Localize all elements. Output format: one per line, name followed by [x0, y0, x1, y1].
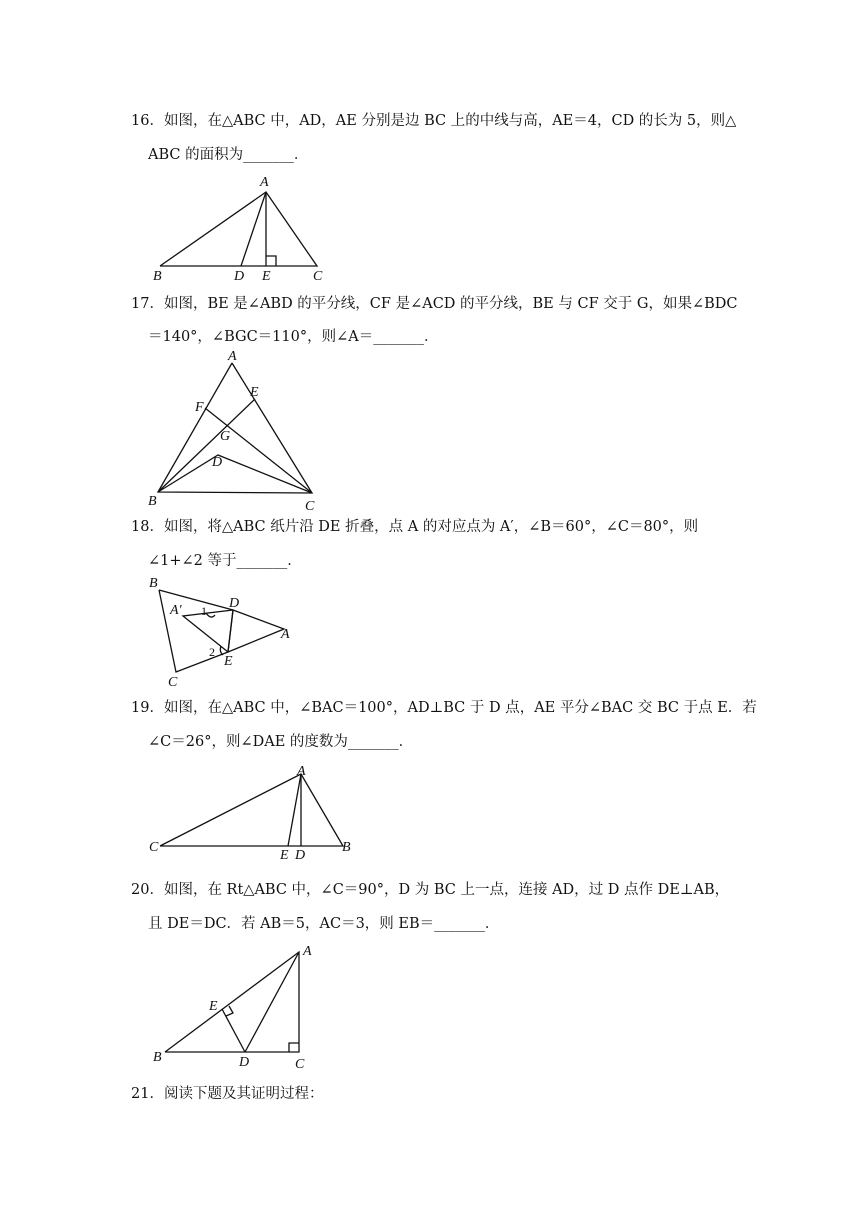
q18-original-flap	[228, 610, 284, 652]
q17-label-f: F	[195, 400, 204, 415]
q16-triangle	[160, 192, 317, 266]
q20-figure	[145, 937, 325, 1072]
q20-triangle	[165, 952, 299, 1052]
q17-label-g: G	[220, 429, 231, 444]
q17-label-b: B	[148, 494, 157, 509]
q18-folded-flap	[183, 610, 233, 652]
q19-label-d: D	[295, 848, 306, 863]
q20-label-b: B	[153, 1050, 162, 1065]
q16-label-b: B	[153, 269, 162, 284]
q19-triangle	[160, 774, 343, 846]
q17-label-c: C	[305, 499, 315, 514]
q20-right-angle-mark-e	[226, 1006, 233, 1016]
q20-right-angle-mark-c	[289, 1043, 299, 1052]
q18-label-d: D	[229, 596, 240, 611]
q21-text-line-1: 21．阅读下题及其证明过程：	[131, 1086, 324, 1102]
q19-figure	[143, 758, 363, 866]
q19-text-line-2: ∠C＝26°，则∠DAE 的度数为_______．	[148, 734, 414, 750]
q20-label-a: A	[303, 944, 312, 959]
q18-label-e: E	[224, 654, 233, 669]
q16-label-c: C	[313, 269, 323, 284]
q18-label-1: 1	[201, 604, 207, 618]
q18-text-line-1: 18．如图，将△ABC 纸片沿 DE 折叠，点 A 的对应点为 A′，∠B＝60°，∠C＝80°，则	[131, 519, 699, 535]
q17-triangle	[158, 363, 312, 493]
q20-label-e: E	[209, 999, 218, 1014]
q20-label-d: D	[239, 1055, 250, 1070]
q19-text-line-1: 19．如图，在△ABC 中，∠BAC＝100°，AD⊥BC 于 D 点，AE 平分∠BAC 交 BC 于点 E．若	[131, 700, 757, 716]
q16-text-line-1: 16．如图，在△ABC 中，AD，AE 分别是边 BC 上的中线与高，AE＝4，CD 的长为 5，则△	[131, 113, 737, 129]
q18-figure	[143, 572, 303, 690]
q19-label-c: C	[149, 840, 159, 855]
q16-figure	[145, 172, 345, 284]
q18-label-b: B	[149, 576, 158, 591]
q18-label-a: A	[281, 627, 290, 642]
q18-label-a-prime: A′	[170, 603, 182, 618]
q16-label-e: E	[262, 269, 271, 284]
q18-text-line-2: ∠1+∠2 等于_______．	[148, 553, 302, 569]
q20-text-line-1: 20．如图，在 Rt△ABC 中，∠C＝90°，D 为 BC 上一点，连接 AD，过 D 点作 DE⊥AB，	[131, 882, 730, 898]
q20-perpendicular-de	[222, 1009, 245, 1052]
q17-label-a: A	[228, 349, 237, 364]
q16-right-angle-mark	[266, 256, 276, 266]
q17-text-line-1: 17．如图，BE 是∠ABD 的平分线，CF 是∠ACD 的平分线，BE 与 CF 交于 G，如果∠BDC	[131, 296, 738, 312]
q17-bisector-be	[158, 399, 255, 492]
q16-median-ad	[241, 192, 266, 266]
q17-label-d: D	[212, 455, 223, 470]
q17-label-e: E	[250, 385, 259, 400]
q16-label-d: D	[234, 269, 245, 284]
q19-label-e: E	[280, 848, 289, 863]
q17-figure	[140, 347, 330, 517]
q16-text-line-2: ABC 的面积为_______．	[148, 147, 309, 163]
q19-label-a: A	[297, 764, 306, 779]
q19-label-b: B	[342, 840, 351, 855]
q20-segment-ad	[245, 952, 299, 1052]
q16-label-a: A	[260, 175, 269, 190]
q20-label-c: C	[295, 1057, 305, 1072]
q17-bisector-cf	[205, 408, 312, 493]
q19-bisector-ae	[288, 774, 301, 846]
q18-fold-de	[228, 610, 233, 652]
q18-label-c: C	[168, 675, 178, 690]
q18-label-2: 2	[209, 645, 215, 659]
q17-text-line-2: ＝140°，∠BGC＝110°，则∠A＝_______．	[148, 329, 439, 345]
q20-text-line-2: 且 DE＝DC．若 AB＝5，AC＝3，则 EB＝_______．	[148, 916, 500, 932]
